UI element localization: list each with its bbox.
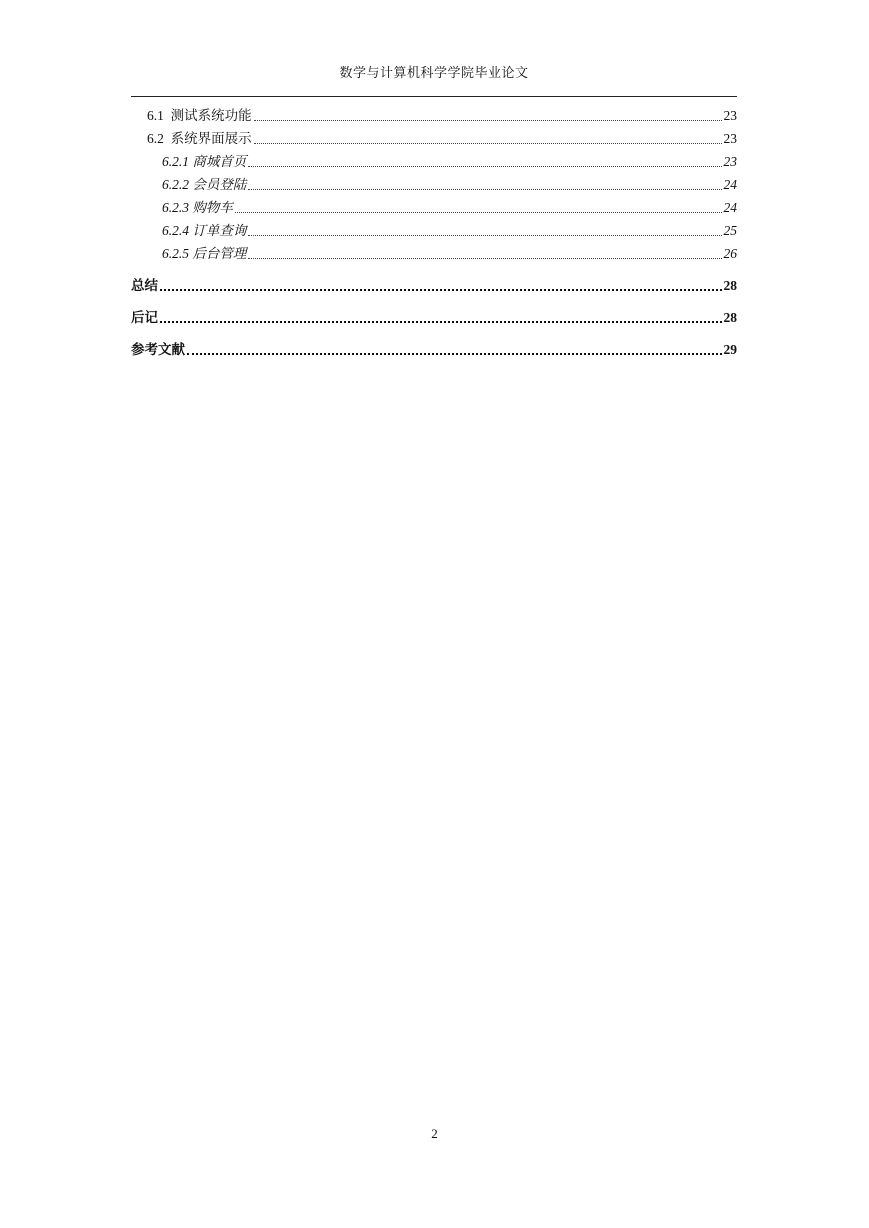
page-header: 数学与计算机科学学院毕业论文: [339, 65, 529, 80]
toc-leader: [254, 120, 722, 121]
toc-entry[interactable]: [131, 196, 737, 219]
toc-entry[interactable]: [131, 104, 737, 127]
toc-entry[interactable]: [131, 273, 737, 297]
toc-entry-title: 6.2.3 购物车: [162, 200, 233, 215]
toc-leader: [248, 166, 721, 167]
toc-entry-title: 6.1 测试系统功能: [147, 108, 252, 123]
toc-leader: [160, 321, 722, 323]
toc-entry-page: 24: [723, 200, 737, 215]
toc-entry-title: 6.2 系统界面展示: [147, 131, 252, 146]
toc-entry-page: 28: [723, 310, 737, 325]
toc-entry-page: 23: [723, 154, 737, 169]
toc-entry-page: 28: [723, 278, 737, 293]
toc-entry[interactable]: [131, 219, 737, 242]
toc-entry-page: 29: [723, 342, 737, 357]
table-of-contents: [131, 104, 737, 361]
toc-entry-title: 参考文献: [131, 342, 185, 357]
toc-entry-title: 6.2.1 商城首页: [162, 154, 247, 169]
toc-leader: [160, 289, 722, 291]
toc-entry[interactable]: [131, 173, 737, 196]
toc-leader: [235, 212, 722, 213]
page-number: 2: [431, 1126, 438, 1141]
toc-entry-page: 25: [723, 223, 737, 238]
toc-entry-page: 26: [723, 246, 737, 261]
toc-entry[interactable]: [131, 150, 737, 173]
toc-entry-title: 6.2.4 订单查询: [162, 223, 247, 238]
toc-leader: [248, 235, 721, 236]
toc-entry[interactable]: [131, 127, 737, 150]
toc-entry-title: 总结: [131, 278, 158, 293]
toc-leader: [254, 143, 722, 144]
toc-entry[interactable]: [131, 305, 737, 329]
toc-leader: [248, 189, 721, 190]
toc-entry-page: 24: [723, 177, 737, 192]
toc-entry-page: 23: [723, 108, 737, 123]
toc-entry[interactable]: [131, 242, 737, 265]
toc-entry-title: 6.2.5 后台管理: [162, 246, 247, 261]
toc-entry-title: 6.2.2 会员登陆: [162, 177, 247, 192]
header-rule: [131, 96, 737, 97]
toc-entry[interactable]: [131, 337, 737, 361]
toc-leader: [248, 258, 721, 259]
toc-entry-title: 后记: [131, 310, 158, 325]
toc-leader: [187, 353, 722, 355]
toc-entry-page: 23: [723, 131, 737, 146]
